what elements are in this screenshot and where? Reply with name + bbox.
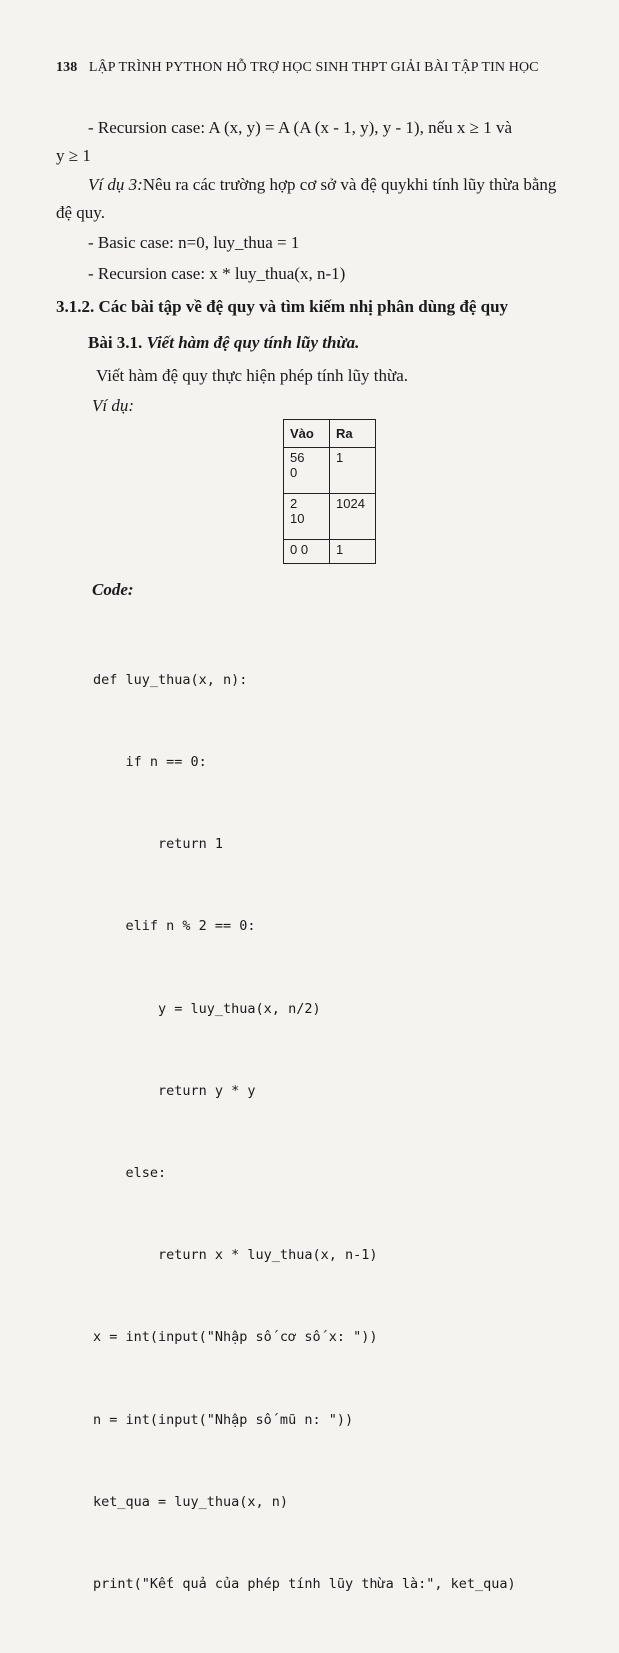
output-cell: 1 (330, 448, 376, 494)
code-line: y = luy_thua(x, n/2) (93, 1000, 321, 1017)
page-header (56, 60, 539, 76)
header-input: Vào (284, 420, 330, 448)
code-line: return y * y (93, 1082, 256, 1099)
table-row (284, 494, 376, 540)
code-block (93, 612, 516, 1653)
input-value: 56 (290, 450, 305, 465)
table-header-row (284, 420, 376, 448)
header-output: Ra (330, 420, 376, 448)
code-line: return 1 (93, 836, 224, 853)
input-cell (284, 448, 330, 494)
example-3-label: Ví dụ 3: (88, 175, 143, 194)
code-line: n = int(input("Nhập số mũ n: ")) (93, 1411, 354, 1428)
table-row (284, 540, 376, 564)
code-line: print("Kết quả của phép tính lũy thừa là:", ket_qua) (93, 1576, 516, 1593)
code-line: ket_qua = luy_thua(x, n) (93, 1493, 289, 1510)
example-3-text: Nêu ra các trường hợp cơ sở và đệ quykhi tính lũy thừa bằng (142, 175, 557, 194)
example-3-line2: đệ quy. (56, 203, 105, 222)
recursion-case-ackermann-line2: y ≥ 1 (56, 146, 91, 165)
code-line: return x * luy_thua(x, n-1) (93, 1247, 378, 1264)
code-line: if n == 0: (93, 754, 207, 771)
code-line: else: (93, 1165, 167, 1182)
code-line: elif n % 2 == 0: (93, 918, 256, 935)
section-heading: 3.1.2. Các bài tập về đệ quy và tìm kiếm nhị phân dùng đệ quy (56, 297, 509, 316)
example-3-line1 (88, 175, 556, 195)
output-cell: 1 (330, 540, 376, 564)
table-row (284, 448, 376, 494)
output-cell: 1024 (330, 494, 376, 540)
input-value: 0 (290, 465, 298, 480)
input-cell: 0 0 (284, 540, 330, 564)
input-value: 10 (290, 511, 305, 526)
input-value: 2 (290, 496, 298, 511)
code-line: def luy_thua(x, n): (93, 671, 248, 688)
input-cell (284, 494, 330, 540)
basic-case-line: - Basic case: n=0, luy_thua = 1 (88, 233, 300, 252)
exercise-description: Viết hàm đệ quy thực hiện phép tính lũy thừa. (96, 366, 409, 385)
recursion-case-line: - Recursion case: x * luy_thua(x, n-1) (88, 264, 346, 283)
example-label: Ví dụ: (92, 396, 135, 415)
code-line: x = int(input("Nhập số cơ số x: ")) (93, 1329, 378, 1346)
code-label: Code: (92, 580, 134, 599)
exercise-heading (88, 333, 359, 353)
exercise-title: Viết hàm đệ quy tính lũy thừa. (146, 333, 360, 352)
recursion-case-ackermann-line1: - Recursion case: A (x, y) = A (A (x - 1, y), y - 1), nếu x ≥ 1 và (88, 118, 513, 137)
page-number: 138 (56, 60, 78, 75)
book-title: LẬP TRÌNH PYTHON HỖ TRỢ HỌC SINH THPT GIẢI BÀI TẬP TIN HỌC (88, 60, 539, 75)
exercise-label: Bài 3.1. (88, 333, 143, 352)
io-example-table (283, 419, 376, 564)
